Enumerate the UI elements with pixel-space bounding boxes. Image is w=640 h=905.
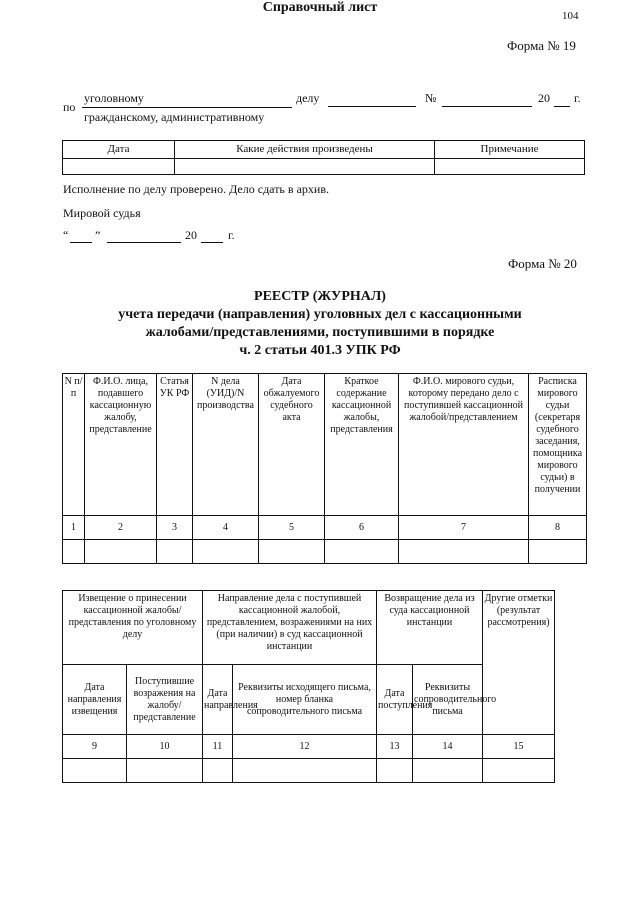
- column-number: 2: [85, 516, 157, 540]
- column-number: 1: [63, 516, 85, 540]
- column-number: 15: [483, 735, 555, 759]
- column-number: 13: [377, 735, 413, 759]
- col-actions: Какие действия произведены: [175, 141, 435, 159]
- sub-header: Дата поступления: [377, 665, 413, 735]
- table-cell: [399, 540, 529, 564]
- form19-title: Справочный лист: [262, 0, 378, 15]
- year-prefix: 20: [538, 91, 550, 105]
- column-number: 7: [399, 516, 529, 540]
- header-cell: Расписка мирового судьи (секретаря судебного заседания, помощника мирового судьи) в получении: [529, 374, 587, 516]
- table-cell: [63, 540, 85, 564]
- date-year-suffix: г.: [228, 228, 235, 242]
- form20-label: Форма № 20: [508, 256, 577, 271]
- column-number: 10: [127, 735, 203, 759]
- group-header: Извещение о принесении кассационной жалобы/представления по уголовному делу: [63, 591, 203, 665]
- table-cell: [483, 759, 555, 783]
- header-cell: Ф.И.О. лица, подавшего кассационную жалобу, представление: [85, 374, 157, 516]
- column-number: 11: [203, 735, 233, 759]
- table-cell: [175, 159, 435, 175]
- number-sign: №: [425, 91, 437, 105]
- column-number: 8: [529, 516, 587, 540]
- group-header: Направление дела с поступившей кассационной жалобой, представлением, возражениями на них (при наличии) в суд кассационной инстанции: [203, 591, 377, 665]
- case-type-line: [82, 107, 292, 108]
- number-blank-line: [442, 106, 532, 107]
- column-number: 14: [413, 735, 483, 759]
- table-cell: [413, 759, 483, 783]
- case-blank-line: [328, 106, 416, 107]
- table-cell: [435, 159, 585, 175]
- table-cell: [193, 540, 259, 564]
- header-cell: Ф.И.О. мирового судьи, которому передано дело с поступившей кассационной жалобой/представлением: [399, 374, 529, 516]
- archive-note: Исполнение по делу проверено. Дело сдать в архив.: [63, 182, 329, 196]
- table-cell: [529, 540, 587, 564]
- header-cell: Статья УК РФ: [157, 374, 193, 516]
- column-number: 12: [233, 735, 377, 759]
- column-number: 4: [193, 516, 259, 540]
- form19-table: [62, 140, 585, 175]
- table-cell: [63, 159, 175, 175]
- date-year-blank-line: [201, 242, 223, 243]
- col-date: Дата: [63, 141, 175, 159]
- case-word: делу: [296, 91, 320, 105]
- table-cell: [377, 759, 413, 783]
- column-number: 9: [63, 735, 127, 759]
- column-number: 3: [157, 516, 193, 540]
- quote-open: “: [63, 228, 69, 242]
- table-cell: [325, 540, 399, 564]
- form20-title: [0, 288, 640, 360]
- alt-case-types: гражданскому, административному: [84, 110, 265, 124]
- sub-header: Реквизиты исходящего письма, номер бланка сопроводительного письма: [233, 665, 377, 735]
- sub-header: Реквизиты сопроводительного письма: [413, 665, 483, 735]
- table-cell: [259, 540, 325, 564]
- sub-header: Дата направления: [203, 665, 233, 735]
- year-suffix: г.: [574, 91, 581, 105]
- case-type: уголовному: [84, 91, 144, 105]
- table-cell: [233, 759, 377, 783]
- header-cell: N дела (УИД)/N производства: [193, 374, 259, 516]
- table-cell: [203, 759, 233, 783]
- header-cell: Дата обжалуемого судебного акта: [259, 374, 325, 516]
- group-header: Возвращение дела из суда кассационной инстанции: [377, 591, 483, 665]
- date-year-prefix: 20: [185, 228, 197, 242]
- day-blank-line: [70, 242, 92, 243]
- sub-header: Дата направления извещения: [63, 665, 127, 735]
- form20-title-line: ч. 2 статьи 401.3 УПК РФ: [239, 343, 401, 358]
- po-label: по: [63, 100, 76, 114]
- form20-title-line: жалобами/представлениями, поступившими в порядке: [145, 325, 495, 340]
- registry-table-1: [62, 373, 587, 564]
- table-cell: [127, 759, 203, 783]
- col-note: Примечание: [435, 141, 585, 159]
- form20-title-line: РЕЕСТР (ЖУРНАЛ): [254, 289, 386, 304]
- form19-label: Форма № 19: [507, 38, 576, 53]
- header-cell: Краткое содержание кассационной жалобы, представления: [325, 374, 399, 516]
- table-cell: [157, 540, 193, 564]
- form20-title-line: учета передачи (направления) уголовных дел с кассационными: [118, 307, 522, 322]
- sub-header: Поступившие возражения на жалобу/представление: [127, 665, 203, 735]
- judge-label: Мировой судья: [63, 206, 141, 220]
- group-header: Другие отметки (результат рассмотрения): [483, 591, 555, 735]
- header-cell: N п/п: [63, 374, 85, 516]
- page-number: 104: [562, 10, 579, 22]
- month-blank-line: [107, 242, 181, 243]
- table-cell: [63, 759, 127, 783]
- quote-close: ”: [95, 228, 101, 242]
- registry-table-2: [62, 590, 555, 783]
- column-number: 5: [259, 516, 325, 540]
- table-cell: [85, 540, 157, 564]
- year-blank-line: [554, 106, 570, 107]
- column-number: 6: [325, 516, 399, 540]
